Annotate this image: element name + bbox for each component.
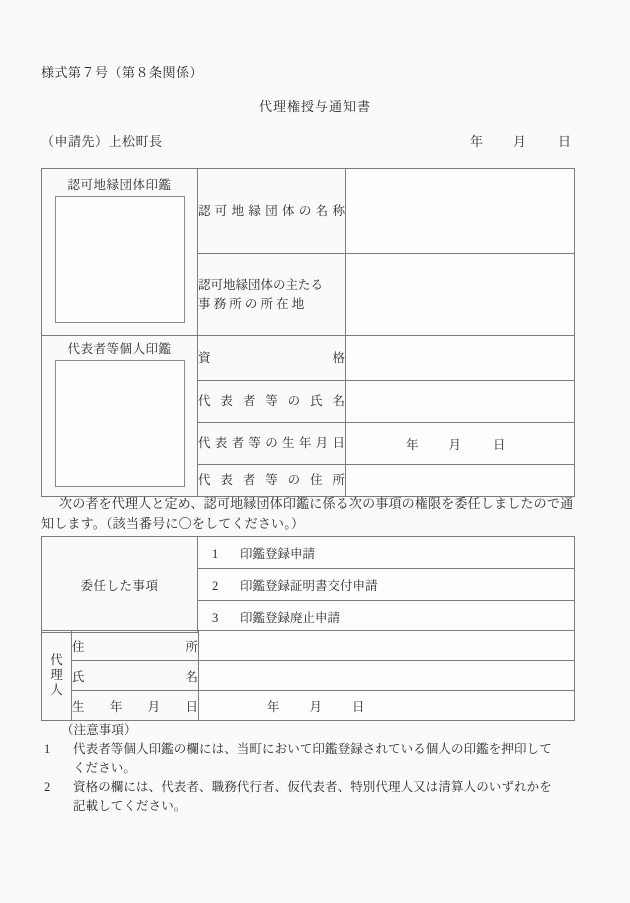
representative-seal-cell[interactable] [42,336,198,497]
representative-birthdate-month: 月 [448,437,462,452]
agent-name-label-text: 氏 名 [72,669,198,684]
representative-address-label [198,465,346,497]
organization-seal-caption: 認可地縁団体印鑑 [67,177,172,192]
representative-address-label-text: 代 表 者 等 の 住 所 [198,473,345,488]
agent-address-value[interactable] [199,631,575,661]
qualification-label-text: 資 格 [198,350,345,365]
note-text-2-line2: 記載してください。 [73,799,187,813]
delegated-matter-text-2: 印鑑登録証明書交付申請 [240,578,378,593]
agent-vertical-label-char-2: 理 [50,667,63,682]
agent-birthdate-fields [199,697,574,715]
table-row [42,537,575,569]
header-date-year: 年 [470,134,484,149]
note-text-1-line1: 代表者等個人印鑑の欄には、当町において印鑑登録されている個人の印鑑を押印して [73,742,552,756]
organization-office-address-label-line1: 認可地縁団体の主たる [198,278,324,293]
representative-address-value[interactable] [346,465,575,497]
agent-birthdate-value[interactable] [199,691,575,721]
organization-name-value[interactable] [346,169,575,254]
agent-vertical-label [42,631,72,721]
agent-birthdate-year: 年 [267,699,280,714]
header-date-month: 月 [513,134,527,149]
qualification-value[interactable] [346,336,575,381]
delegated-matter-number-2: 2 [212,578,219,593]
organization-name-label [198,169,346,254]
notes-title: （注意事項） [61,723,137,737]
agent-name-value[interactable] [199,661,575,691]
note-text-1-line2: ください。 [73,761,137,775]
header-date-fields [470,131,571,150]
note-text-2-line1: 資格の欄には、代表者、職務代行者、仮代表者、特別代理人又は清算人のいずれかを [73,780,552,794]
delegated-matter-item-2[interactable] [198,569,575,601]
table-row [42,169,575,254]
agent-birthdate-day: 日 [352,699,365,714]
table-row [42,691,575,721]
representative-birthdate-fields [346,435,574,453]
representative-name-label [198,381,346,423]
agent-address-label [72,631,199,661]
organization-seal-cell[interactable] [42,169,198,336]
delegated-matter-number-3: 3 [212,610,219,625]
agent-birthdate-label-text: 生 年 月 日 [72,699,198,714]
representative-name-value[interactable] [346,381,575,423]
body-paragraph [41,494,586,534]
representative-seal-caption: 代表者等個人印鑑 [67,341,172,356]
organization-office-address-label-line2: 事 務 所 の 所 在 地 [198,296,305,311]
delegated-matter-number-1: 1 [212,546,219,561]
agent-vertical-label-char-1: 代 [50,652,63,667]
agent-birthdate-label [72,691,199,721]
delegated-matter-item-1[interactable] [198,537,575,569]
agent-table [41,630,575,721]
table-row [42,661,575,691]
note-item-1 [41,740,601,778]
body-paragraph-line2: 知します。（該当番号に〇をしてください。） [41,516,305,532]
organization-name-label-text: 認可地縁団体の名称 [198,203,345,218]
organization-office-address-label [198,254,346,336]
agent-birthdate-month: 月 [309,699,323,714]
qualification-label [198,336,346,381]
organization-representative-table [41,168,575,497]
form-number: 様式第７号（第８条関係） [41,65,204,80]
representative-birthdate-label [198,423,346,465]
agent-vertical-label-char-3: 人 [50,683,63,698]
representative-birthdate-value[interactable] [346,423,575,465]
agent-name-label [72,661,199,691]
representative-birthdate-label-text: 代表者等の生年月日 [198,436,345,451]
addressee-line: （申請先）上松町長 [41,134,163,149]
note-item-2 [41,778,601,816]
delegated-matter-text-3: 印鑑登録廃止申請 [240,610,341,625]
page-title: 代理権授与通知書 [258,99,371,114]
delegated-matters-label: 委任した事項 [42,537,198,633]
note-number-2: 2 [44,780,51,794]
representative-birthdate-year: 年 [406,437,419,452]
body-paragraph-line1: 次の者を代理人と定め、認可地縁団体印鑑に係る次の事項の権限を委任しましたので通 [59,496,574,511]
delegated-matters-table [41,536,575,633]
header-date-day: 日 [558,134,572,149]
agent-address-label-text: 住 所 [72,639,198,654]
delegated-matter-item-3[interactable] [198,601,575,633]
representative-name-label-text: 代 表 者 等 の 氏 名 [198,394,345,409]
notes-section [41,721,601,816]
table-row [42,336,575,381]
table-row [42,631,575,661]
representative-seal-box[interactable] [55,360,185,487]
representative-birthdate-day: 日 [493,437,506,452]
note-number-1: 1 [44,742,51,756]
organization-seal-box[interactable] [55,196,185,323]
delegated-matter-text-1: 印鑑登録申請 [240,546,316,561]
organization-office-address-value[interactable] [346,254,575,336]
